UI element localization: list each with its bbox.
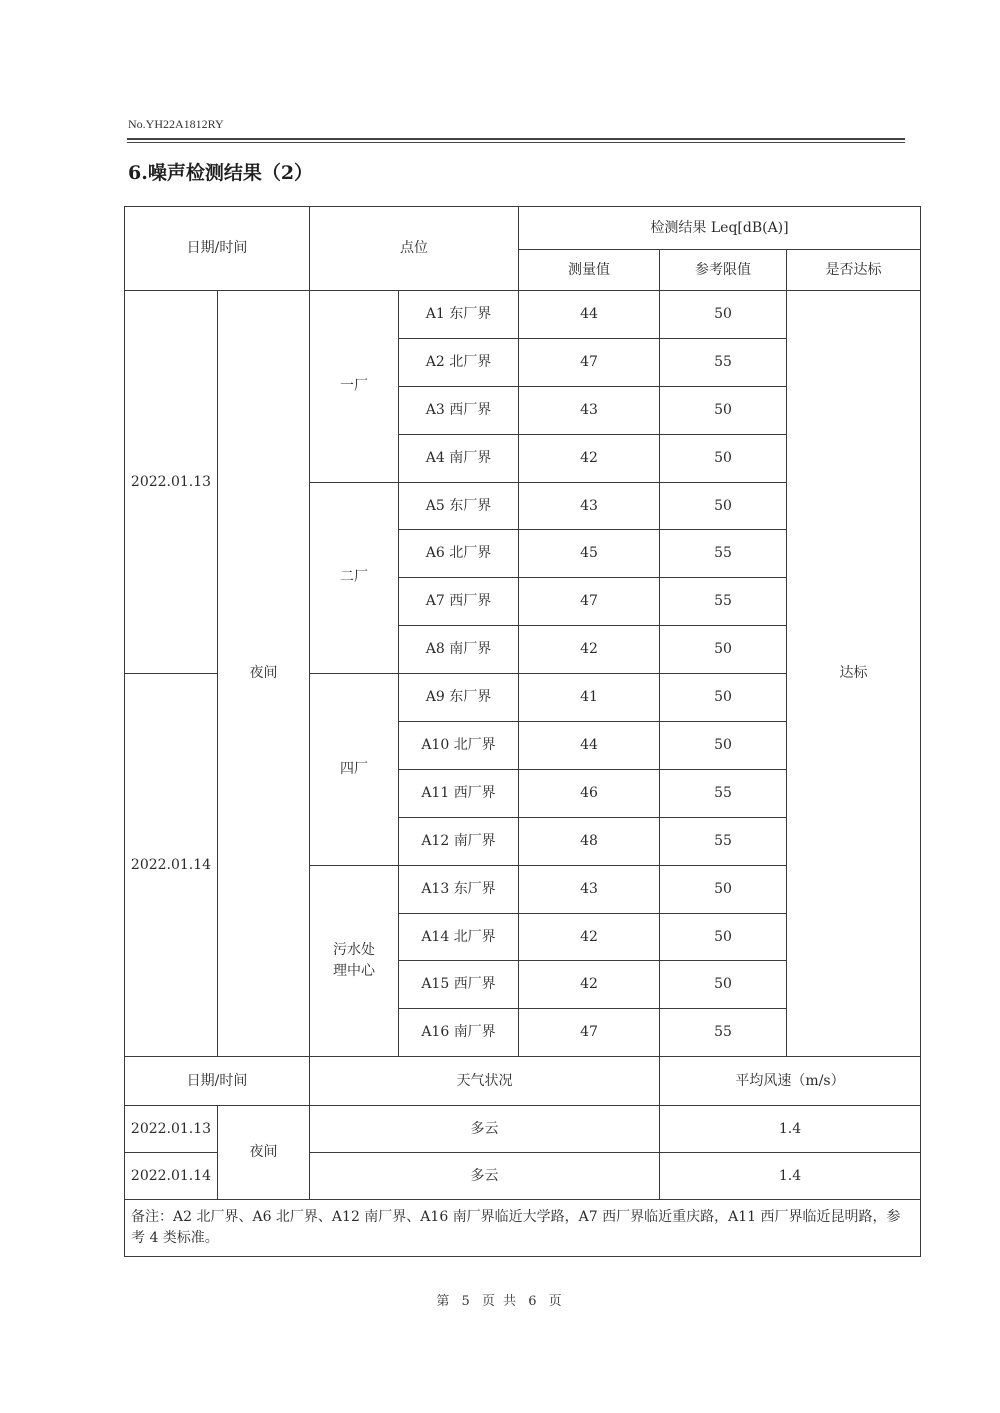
measured-cell: 48 xyxy=(519,817,660,865)
weather-header-wind: 平均风速（m/s） xyxy=(660,1057,921,1106)
weather-header-condition: 天气状况 xyxy=(310,1057,660,1106)
limit-cell: 55 xyxy=(660,338,787,386)
limit-cell: 50 xyxy=(660,913,787,961)
header-datetime: 日期/时间 xyxy=(125,207,310,291)
footer-prefix: 第 xyxy=(436,1294,452,1309)
measured-cell: 43 xyxy=(519,865,660,913)
limit-cell: 55 xyxy=(660,1009,787,1057)
limit-cell: 50 xyxy=(660,722,787,770)
point-cell: A15 西厂界 xyxy=(399,961,519,1009)
point-cell: A6 北厂界 xyxy=(399,530,519,578)
footer-suffix: 页 xyxy=(548,1294,564,1309)
group-cell xyxy=(310,865,399,1057)
weather-condition: 多云 xyxy=(310,1153,660,1200)
limit-cell: 55 xyxy=(660,530,787,578)
point-cell: A2 北厂界 xyxy=(399,338,519,386)
weather-header-row xyxy=(125,1057,921,1106)
weather-wind: 1.4 xyxy=(660,1153,921,1200)
group-label-line2: 理中心 xyxy=(333,962,375,979)
limit-cell: 50 xyxy=(660,626,787,674)
header-compliance: 是否达标 xyxy=(787,250,921,291)
point-cell: A13 东厂界 xyxy=(399,865,519,913)
weather-row xyxy=(125,1106,921,1153)
measured-cell: 47 xyxy=(519,1009,660,1057)
limit-cell: 55 xyxy=(660,817,787,865)
point-cell: A10 北厂界 xyxy=(399,722,519,770)
section-title: 6.噪声检测结果（2） xyxy=(128,162,314,184)
measured-cell: 43 xyxy=(519,482,660,530)
point-cell: A3 西厂界 xyxy=(399,386,519,434)
point-cell: A8 南厂界 xyxy=(399,626,519,674)
date-cell: 2022.01.13 xyxy=(125,291,218,674)
group-label-line1: 污水处 xyxy=(333,941,375,958)
group-cell: 一厂 xyxy=(310,291,399,483)
header-result: 检测结果 Leq[dB(A)] xyxy=(519,207,921,250)
noise-results-table xyxy=(124,206,921,1257)
point-cell: A16 南厂界 xyxy=(399,1009,519,1057)
measured-cell: 42 xyxy=(519,961,660,1009)
header-point: 点位 xyxy=(310,207,519,291)
weather-wind: 1.4 xyxy=(660,1106,921,1153)
limit-cell: 50 xyxy=(660,291,787,339)
limit-cell: 55 xyxy=(660,769,787,817)
limit-cell: 55 xyxy=(660,578,787,626)
measured-cell: 44 xyxy=(519,291,660,339)
measured-cell: 41 xyxy=(519,674,660,722)
page-footer xyxy=(0,1290,1000,1309)
header-rule xyxy=(127,138,905,140)
footer-mid: 页 共 xyxy=(481,1294,519,1309)
compliance-cell: 达标 xyxy=(787,291,921,1057)
point-cell: A14 北厂界 xyxy=(399,913,519,961)
header-limit: 参考限值 xyxy=(660,250,787,291)
limit-cell: 50 xyxy=(660,386,787,434)
weather-date: 2022.01.13 xyxy=(125,1106,218,1153)
header-rule-thin xyxy=(127,142,905,143)
point-cell: A5 东厂界 xyxy=(399,482,519,530)
point-cell: A12 南厂界 xyxy=(399,817,519,865)
measured-cell: 47 xyxy=(519,578,660,626)
measured-cell: 46 xyxy=(519,769,660,817)
limit-cell: 50 xyxy=(660,434,787,482)
point-cell: A7 西厂界 xyxy=(399,578,519,626)
remarks: 备注：A2 北厂界、A6 北厂界、A12 南厂界、A16 南厂界临近大学路，A7 西厂界临近重庆路，A11 西厂界临近昆明路，参考 4 类标准。 xyxy=(125,1200,921,1257)
note-row xyxy=(125,1200,921,1257)
measured-cell: 42 xyxy=(519,626,660,674)
measured-cell: 42 xyxy=(519,913,660,961)
measured-cell: 42 xyxy=(519,434,660,482)
point-cell: A11 西厂界 xyxy=(399,769,519,817)
group-cell: 二厂 xyxy=(310,482,399,674)
group-cell: 四厂 xyxy=(310,674,399,866)
limit-cell: 50 xyxy=(660,674,787,722)
point-cell: A1 东厂界 xyxy=(399,291,519,339)
limit-cell: 50 xyxy=(660,482,787,530)
point-cell: A4 南厂界 xyxy=(399,434,519,482)
footer-total: 6 xyxy=(528,1294,539,1309)
footer-page: 5 xyxy=(461,1294,472,1309)
weather-date: 2022.01.14 xyxy=(125,1153,218,1200)
table-row xyxy=(125,291,921,339)
point-cell: A9 东厂界 xyxy=(399,674,519,722)
measured-cell: 47 xyxy=(519,338,660,386)
header-measured: 测量值 xyxy=(519,250,660,291)
date-cell: 2022.01.14 xyxy=(125,674,218,1057)
measured-cell: 43 xyxy=(519,386,660,434)
measured-cell: 44 xyxy=(519,722,660,770)
period-cell: 夜间 xyxy=(218,291,310,1057)
measured-cell: 45 xyxy=(519,530,660,578)
document-number: No.YH22A1812RY xyxy=(128,117,224,131)
weather-header-datetime: 日期/时间 xyxy=(125,1057,310,1106)
weather-period: 夜间 xyxy=(218,1106,310,1200)
limit-cell: 50 xyxy=(660,961,787,1009)
limit-cell: 50 xyxy=(660,865,787,913)
weather-condition: 多云 xyxy=(310,1106,660,1153)
